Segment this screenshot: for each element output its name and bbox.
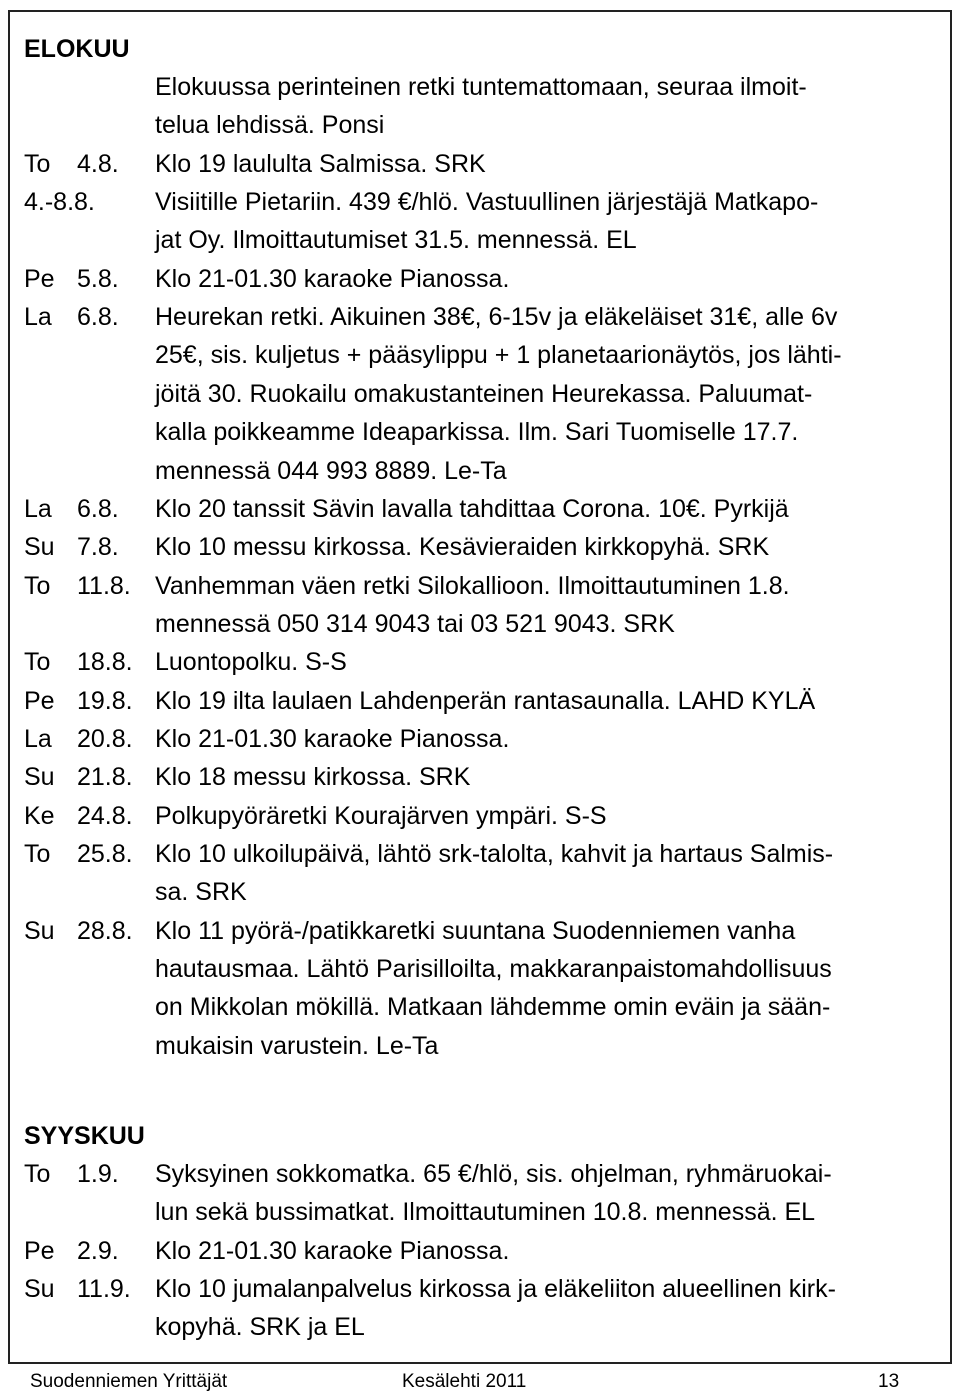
event-description: Klo 21-01.30 karaoke Pianossa. (155, 725, 510, 753)
event-weekday: Pe (24, 1237, 55, 1265)
event-description: mennessä 050 314 9043 tai 03 521 9043. SRK (155, 610, 675, 638)
footer-issue: Kesälehti 2011 (402, 1371, 527, 1392)
event-description: Klo 21-01.30 karaoke Pianossa. (155, 265, 510, 293)
event-weekday: Su (24, 1275, 55, 1303)
event-weekday: Su (24, 763, 55, 791)
event-date: 6.8. (77, 303, 119, 331)
event-date: 7.8. (77, 533, 119, 561)
event-line (0, 988, 960, 1026)
event-line (0, 682, 960, 720)
event-description: kalla poikkeamme Ideaparkissa. Ilm. Sari Tuomiselle 17.7. (155, 418, 799, 446)
event-line (0, 835, 960, 873)
event-description: jöitä 30. Ruokailu omakustanteinen Heurekassa. Paluumat- (155, 380, 813, 408)
event-description: Polkupyöräretki Kourajärven ympäri. S-S (155, 802, 607, 830)
event-description: Luontopolku. S-S (155, 648, 347, 676)
event-date: 18.8. (77, 648, 133, 676)
event-line (0, 1027, 960, 1065)
event-description: jat Oy. Ilmoittautumiset 31.5. mennessä. EL (155, 226, 637, 254)
event-description: mukaisin varustein. Le-Ta (155, 1032, 439, 1060)
event-description: Klo 18 messu kirkossa. SRK (155, 763, 471, 791)
event-date: 28.8. (77, 917, 133, 945)
event-date: 24.8. (77, 802, 133, 830)
event-weekday: La (24, 495, 52, 523)
event-line (0, 298, 960, 336)
event-description: Vanhemman väen retki Silokallioon. Ilmoittautuminen 1.8. (155, 572, 790, 600)
event-description: Syksyinen sokkomatka. 65 €/hlö, sis. ohjelman, ryhmäruokai- (155, 1160, 832, 1188)
event-line (0, 490, 960, 528)
section-title-syyskuu: SYYSKUU (24, 1122, 145, 1150)
event-weekday: To (24, 840, 51, 868)
event-weekday: To (24, 1160, 51, 1188)
event-line (0, 1193, 960, 1231)
event-line (0, 183, 960, 221)
event-description: Klo 19 laululta Salmissa. SRK (155, 150, 486, 178)
event-date: 4.-8.8. (24, 188, 95, 216)
event-line (0, 720, 960, 758)
event-line (0, 452, 960, 490)
event-line (0, 873, 960, 911)
event-weekday: La (24, 303, 52, 331)
event-description: Klo 21-01.30 karaoke Pianossa. (155, 1237, 510, 1265)
event-weekday: Pe (24, 265, 55, 293)
event-line (0, 375, 960, 413)
event-date: 20.8. (77, 725, 133, 753)
event-date: 4.8. (77, 150, 119, 178)
event-line (0, 1270, 960, 1308)
event-line (0, 1308, 960, 1346)
event-description: kopyhä. SRK ja EL (155, 1313, 365, 1341)
event-weekday: Su (24, 917, 55, 945)
event-description: Visiitille Pietariin. 439 €/hlö. Vastuullinen järjestäjä Matkapo- (155, 188, 819, 216)
event-line (0, 950, 960, 988)
event-line (0, 1232, 960, 1270)
event-description: Klo 10 messu kirkossa. Kesävieraiden kirkkopyhä. SRK (155, 533, 770, 561)
footer-page-number: 13 (878, 1371, 900, 1392)
event-description: on Mikkolan mökillä. Matkaan lähdemme omin eväin ja sään- (155, 993, 831, 1021)
event-line (0, 567, 960, 605)
event-weekday: To (24, 572, 51, 600)
event-line (0, 643, 960, 681)
event-weekday: La (24, 725, 52, 753)
event-description: Klo 10 jumalanpalvelus kirkossa ja eläkeliiton alueellinen kirk- (155, 1275, 836, 1303)
event-line (0, 1155, 960, 1193)
event-line (0, 145, 960, 183)
event-date: 5.8. (77, 265, 119, 293)
footer-publisher: Suodenniemen Yrittäjät (30, 1371, 228, 1392)
event-weekday: Ke (24, 802, 55, 830)
event-description: Klo 10 ulkoilupäivä, lähtö srk-talolta, kahvit ja hartaus Salmis- (155, 840, 834, 868)
event-line (0, 413, 960, 451)
event-line (0, 106, 960, 144)
event-description: telua lehdissä. Ponsi (155, 111, 385, 139)
event-line (0, 221, 960, 259)
event-date: 21.8. (77, 763, 133, 791)
event-date: 25.8. (77, 840, 133, 868)
event-date: 19.8. (77, 687, 133, 715)
event-weekday: To (24, 648, 51, 676)
event-date: 11.9. (77, 1275, 131, 1303)
event-line (0, 68, 960, 106)
event-description: Elokuussa perinteinen retki tuntemattomaan, seuraa ilmoit- (155, 73, 807, 101)
event-description: Heurekan retki. Aikuinen 38€, 6-15v ja eläkeläiset 31€, alle 6v (155, 303, 838, 331)
event-description: Klo 20 tanssit Sävin lavalla tahdittaa Corona. 10€. Pyrkijä (155, 495, 789, 523)
event-line (0, 758, 960, 796)
event-description: mennessä 044 993 8889. Le-Ta (155, 457, 507, 485)
event-date: 6.8. (77, 495, 119, 523)
event-date: 11.8. (77, 572, 131, 600)
event-line (0, 528, 960, 566)
event-description: 25€, sis. kuljetus + pääsylippu + 1 planetaarionäytös, jos lähti- (155, 341, 842, 369)
event-line (0, 260, 960, 298)
event-date: 2.9. (77, 1237, 119, 1265)
event-description: Klo 19 ilta laulaen Lahdenperän rantasaunalla. LAHD KYLÄ (155, 687, 816, 715)
event-description: hautausmaa. Lähtö Parisilloilta, makkaranpaistomahdollisuus (155, 955, 832, 983)
section-title-elokuu: ELOKUU (24, 35, 130, 63)
event-weekday: To (24, 150, 51, 178)
page-footer (0, 1368, 960, 1396)
event-description: Klo 11 pyörä-/patikkaretki suuntana Suodenniemen vanha (155, 917, 796, 945)
event-description: sa. SRK (155, 878, 247, 906)
event-weekday: Su (24, 533, 55, 561)
event-line (0, 336, 960, 374)
event-weekday: Pe (24, 687, 55, 715)
event-date: 1.9. (77, 1160, 119, 1188)
event-line (0, 912, 960, 950)
event-description: lun sekä bussimatkat. Ilmoittautuminen 10.8. mennessä. EL (155, 1198, 816, 1226)
event-line (0, 797, 960, 835)
event-line (0, 605, 960, 643)
